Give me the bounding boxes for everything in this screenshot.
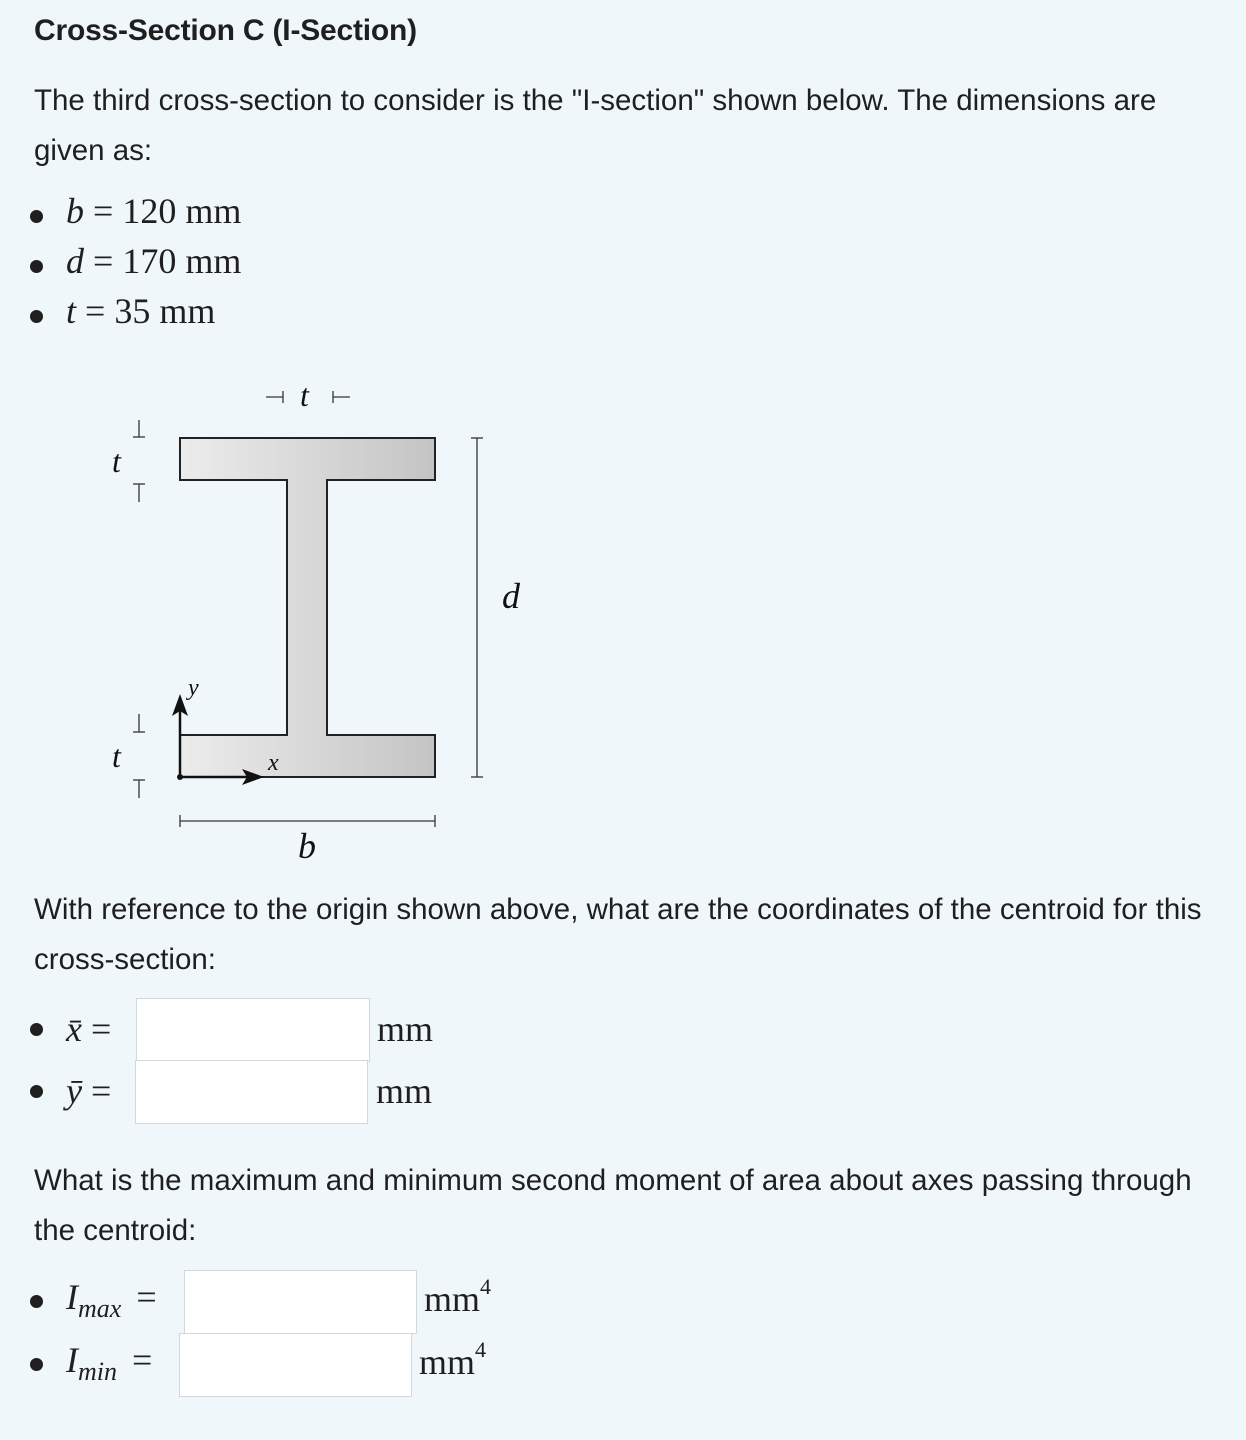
dimension-item-d: d = 170 mm bbox=[30, 244, 430, 288]
imin-symbol: I bbox=[66, 1340, 78, 1380]
dimension-value: 120 mm bbox=[122, 191, 242, 231]
centroid-x-unit: mm bbox=[377, 1009, 434, 1049]
imin-unit: $mm^4$ bbox=[419, 1337, 487, 1382]
label-t-web: t bbox=[300, 377, 309, 413]
label-x-axis: x bbox=[268, 750, 279, 776]
bullet bbox=[30, 310, 43, 323]
bullet bbox=[30, 210, 43, 223]
imin-input[interactable] bbox=[179, 1333, 412, 1397]
label-d: d bbox=[502, 576, 520, 616]
top-flange-thickness-dimension bbox=[133, 420, 145, 502]
intro-paragraph: The third cross-section to consider is the "I-section" shown below. The dimensions are given as: bbox=[34, 84, 1157, 167]
i-section-shape bbox=[180, 438, 435, 777]
imax-symbol: I bbox=[66, 1277, 78, 1317]
centroid-x-symbol: x̄ bbox=[66, 1009, 82, 1049]
label-b: b bbox=[298, 826, 316, 866]
centroid-y-input[interactable] bbox=[135, 1060, 368, 1124]
centroid-y-symbol: ȳ bbox=[66, 1071, 82, 1111]
moment-question: What is the maximum and minimum second moment of area about axes passing through the centroid: bbox=[34, 1164, 1192, 1247]
dimension-symbol: d bbox=[66, 241, 84, 281]
centroid-question: With reference to the origin shown above, what are the coordinates of the centroid for this cross-section: bbox=[34, 893, 1202, 976]
centroid-x-row: x̄ = mm bbox=[30, 998, 530, 1062]
dimension-item-b: b = 120 mm bbox=[30, 194, 430, 238]
centroid-x-input[interactable] bbox=[136, 998, 370, 1062]
imax-unit: $mm^4$ bbox=[424, 1274, 492, 1319]
imax-row: $I_{max}$ = $mm^4$ bbox=[30, 1270, 590, 1334]
dimension-symbol: b bbox=[66, 191, 84, 231]
imax-subscript: max bbox=[78, 1294, 122, 1323]
label-y-axis: y bbox=[188, 675, 199, 701]
depth-dimension bbox=[471, 438, 483, 777]
i-section-diagram bbox=[0, 360, 640, 880]
bullet bbox=[30, 260, 43, 273]
dimension-symbol: t bbox=[66, 291, 77, 331]
bullet bbox=[30, 1295, 43, 1308]
centroid-y-unit: mm bbox=[376, 1071, 433, 1111]
bullet bbox=[30, 1085, 43, 1098]
label-t-top-flange: t bbox=[112, 443, 121, 479]
bullet bbox=[30, 1023, 43, 1036]
dimension-value: 170 mm bbox=[122, 241, 242, 281]
section-heading: Cross-Section C (I-Section) bbox=[34, 14, 417, 47]
centroid-y-row: ȳ = mm bbox=[30, 1060, 530, 1124]
bottom-flange-thickness-dimension bbox=[133, 714, 145, 798]
imax-input[interactable] bbox=[184, 1270, 417, 1334]
bullet bbox=[30, 1358, 43, 1371]
imin-row: $I_{min}$ = $mm^4$ bbox=[30, 1333, 590, 1397]
label-t-bottom-flange: t bbox=[112, 738, 121, 774]
dimension-value: 35 mm bbox=[114, 291, 216, 331]
imin-subscript: min bbox=[78, 1357, 117, 1386]
dimension-item-t: t = 35 mm bbox=[30, 294, 430, 338]
